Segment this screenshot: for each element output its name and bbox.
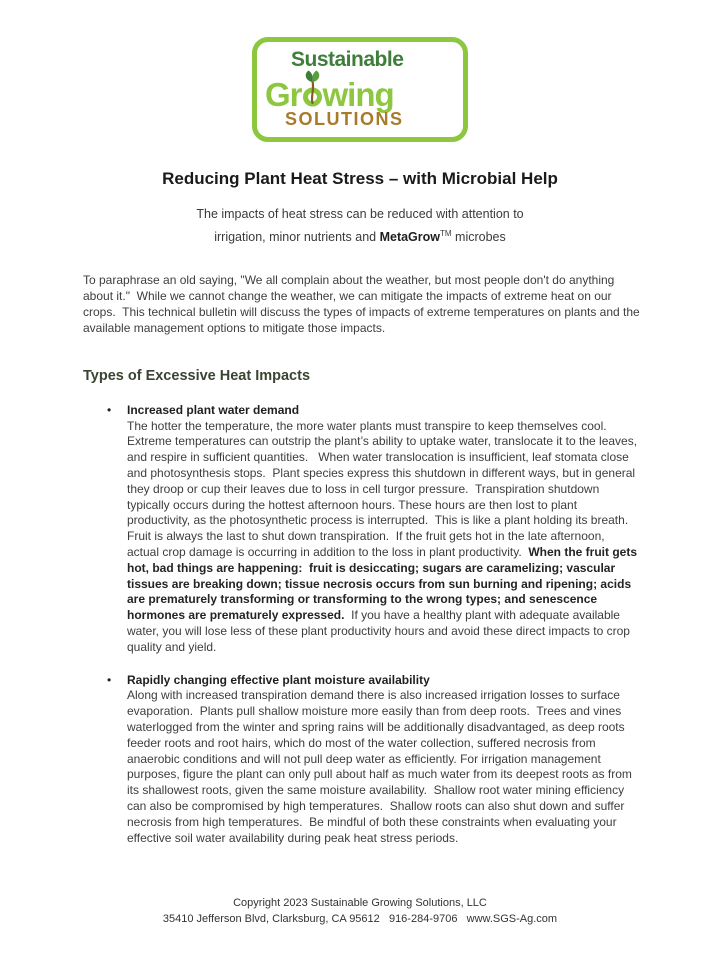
bullet-content [127, 403, 639, 656]
footer-address: 35410 Jefferson Blvd, Clarksburg, CA 95612 916-284-9706 www.SGS-Ag.com [162, 912, 558, 925]
section-heading: Types of Excessive Heat Impacts [83, 367, 311, 384]
page-footer [0, 896, 720, 927]
bullet-body-text: The hotter the temperature, the more water plants must transpire to keep themselves cool. Extreme temperatures can outstrip the plant’s ability to uptake water, translocate it to the leaves, and respire in sufficient quantities. When water translocation is insufficient, leaf stomata close and photosynthesis stops. Plant species express this shutdown in different ways, but in general they droop or cup their leaves due to loss in cell turgor pressure. Transpiration shutdown typically occurs during the hottest afternoon hours. These hours are then lost to plant productivity, as the photosynthetic process is interrupted. This is like a plant holding its breath. Fruit is always the last to shut down transpiration. If the fruit gets hot in the late afternoon, actual crop damage is occurring in addition to the loss in plant productivity. [127, 418, 641, 559]
bullet-body-emphasis: When the fruit gets hot, bad things are happening: fruit is desiccating; sugars are caramelizing; vascular tissues are breaking down; tissue necrosis occurs from sun burning and ripening; acids are prematurely transforming or transforming to the wrong types; and senescence hormones are prematurely expressed. [127, 544, 641, 623]
bullet-body-moisture-availability: Along with increased transpiration demand there is also increased irrigation losses to surface evaporation. Plants pull shallow moisture more easily than from deep roots. Trees and vines waterlogged from the winter and spring rains will be additionally disadvantaged, as deep roots feeder roots and root hairs, which do most of the water collection, suffered necrosis from anaerobic conditions and will not pull deep water as efficiently. For irrigation management purposes, figure the plant can only pull about half as much water from its deepest roots as from its shallowest roots, given the same moisture availability. Shallow root water mining efficiency can also be compromised by high temperatures. Shallow roots can also shut down and suffer necrosis from high temperatures. Be mindful of both these constraints when evaluating your effective soil water availability during peak heat stress periods. [127, 688, 636, 845]
bullet-body-water-demand [127, 419, 639, 656]
bullet-content [127, 673, 639, 847]
subtitle-line2-tail: microbes [451, 230, 506, 245]
subtitle-line1: The impacts of heat stress can be reduced with attention to [196, 207, 524, 221]
document-title: Reducing Plant Heat Stress – with Microbial Help [162, 169, 558, 188]
logo-word-growing-pre: Gr [265, 76, 302, 113]
logo-word-sustainable: Sustainable [291, 48, 404, 71]
logo-word-growing [265, 68, 463, 111]
bullet-list [0, 403, 720, 847]
intro-paragraph: To paraphrase an old saying, "We all complain about the weather, but most people don't do anything about it." While we cannot change the weather, we can mitigate the impacts of extreme heat on our crops. This technical bulletin will discuss the types of impacts of extreme temperatures on plants and the available management options to mitigate those impacts. [83, 273, 644, 335]
company-logo [252, 37, 468, 142]
document-page [0, 37, 720, 925]
bullet-item-moisture-availability [0, 673, 720, 847]
bullet-marker: • [107, 672, 112, 687]
bullet-item-water-demand [0, 403, 720, 656]
logo-word-growing-post: wing [322, 76, 394, 113]
document-subtitle [0, 205, 720, 247]
bullet-body-tail: If you have a healthy plant with adequate available water, you will lose less of these plant productivity hours and avoid these direct impacts to crop quality and yield. [127, 608, 634, 654]
footer-copyright: Copyright 2023 Sustainable Growing Solutions, LLC [233, 897, 487, 909]
bullet-marker: • [107, 402, 112, 417]
subtitle-line2 [0, 224, 720, 247]
seedling-icon [301, 68, 324, 107]
trademark-symbol: TM [440, 229, 452, 238]
bullet-title-water-demand: Increased plant water demand [127, 402, 300, 417]
bullet-title-moisture-availability: Rapidly changing effective plant moisture availability [127, 672, 430, 687]
logo-word-solutions: SOLUTIONS [285, 109, 404, 129]
brand-name: MetaGrow [379, 230, 441, 245]
subtitle-line2-text: irrigation, minor nutrients and [214, 230, 380, 245]
